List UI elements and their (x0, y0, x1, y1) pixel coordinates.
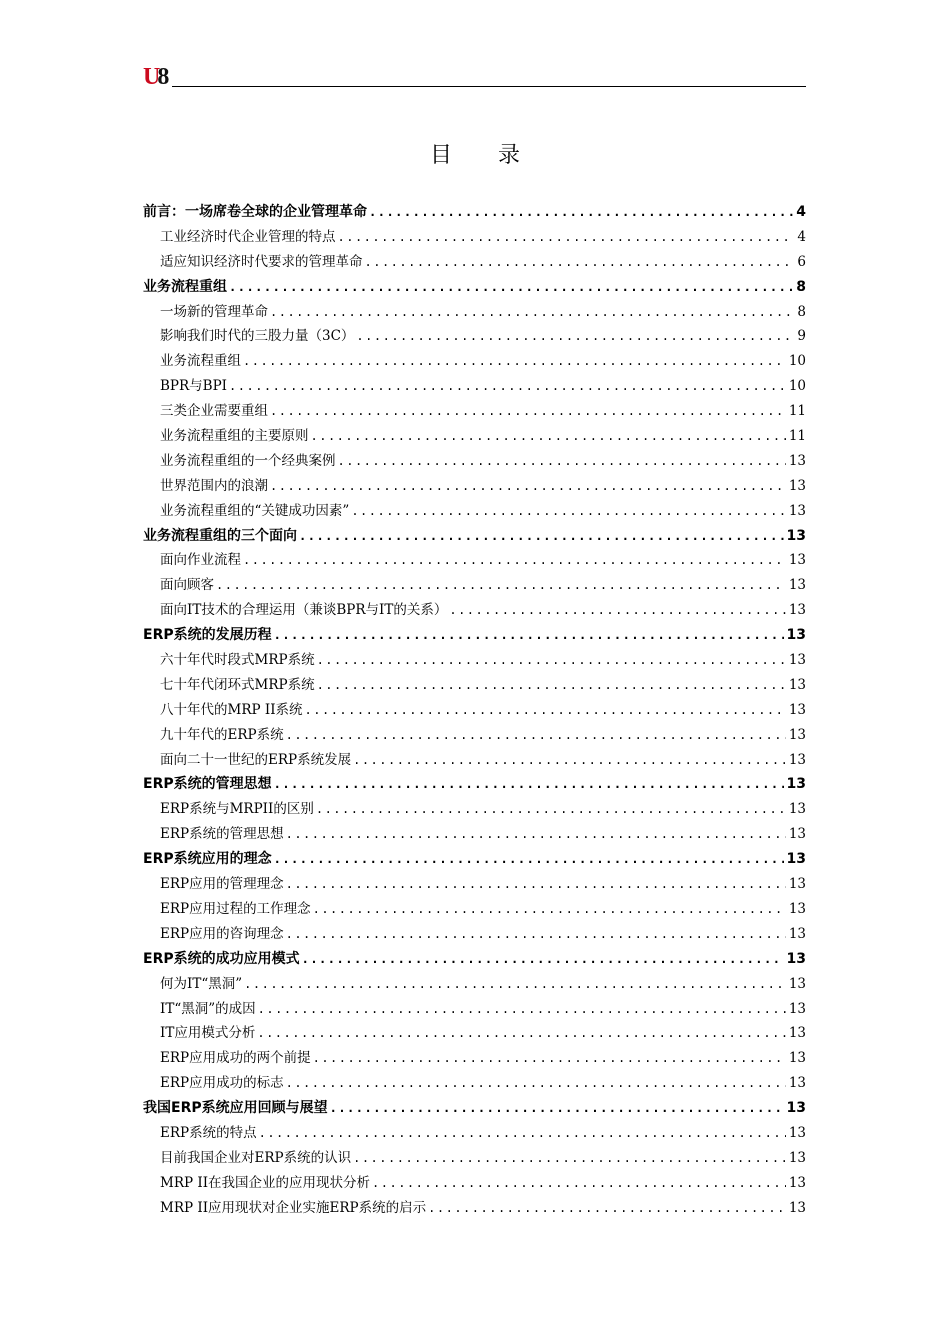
toc-section-entry[interactable] (143, 1021, 806, 1046)
toc-dot-leader (286, 1071, 786, 1096)
toc-dot-leader (365, 250, 795, 275)
toc-dot-leader (258, 997, 786, 1022)
toc-entry-label: 何为IT“黑洞” (160, 975, 243, 992)
toc-page-number: 13 (788, 502, 806, 519)
toc-dot-leader (369, 200, 793, 225)
toc-entry-label: ERP系统的成功应用模式 (143, 950, 300, 967)
toc-entry-label: IT应用模式分析 (160, 1025, 256, 1042)
toc-section-entry[interactable] (143, 698, 806, 723)
toc-entry-label: ERP应用成功的两个前提 (160, 1050, 311, 1067)
toc-page-number: 13 (788, 876, 806, 893)
toc-dot-leader (316, 797, 786, 822)
toc-dot-leader (286, 822, 786, 847)
toc-chapter-entry[interactable] (143, 847, 806, 872)
toc-entry-label: 一场新的管理革命 (160, 303, 268, 320)
toc-section-entry[interactable] (143, 872, 806, 897)
toc-dot-leader (313, 1046, 786, 1071)
toc-dot-leader (356, 324, 794, 349)
toc-dot-leader (338, 225, 795, 250)
toc-page-number: 11 (788, 403, 806, 420)
toc-entry-label: 世界范围内的浪潮 (160, 477, 268, 494)
toc-entry-label: ERP系统的管理思想 (143, 776, 272, 793)
toc-page-number: 11 (788, 428, 806, 445)
toc-dot-leader (353, 1146, 786, 1171)
toc-page-number: 13 (788, 552, 806, 569)
toc-entry-label: ERP系统的发展历程 (143, 627, 272, 644)
toc-page-number: 13 (788, 726, 806, 743)
toc-dot-leader (305, 698, 786, 723)
toc-dot-leader (317, 673, 786, 698)
toc-page-number: 13 (788, 1149, 806, 1166)
toc-section-entry[interactable] (143, 250, 806, 275)
toc-entry-label: ERP系统的特点 (160, 1124, 257, 1141)
toc-section-entry[interactable] (143, 897, 806, 922)
toc-page-number: 13 (788, 652, 806, 669)
toc-section-entry[interactable] (143, 225, 806, 250)
toc-page-number: 13 (786, 627, 806, 644)
toc-entry-label: ERP系统的管理思想 (160, 826, 284, 843)
toc-page-number: 13 (788, 701, 806, 718)
toc-chapter-entry[interactable] (143, 200, 806, 225)
toc-page-number: 13 (788, 1050, 806, 1067)
toc-dot-leader (302, 947, 784, 972)
toc-dot-leader (428, 1196, 786, 1221)
toc-section-entry[interactable] (143, 449, 806, 474)
toc-section-entry[interactable] (143, 1071, 806, 1096)
toc-entry-label: 前言：一场席卷全球的企业管理革命 (143, 204, 367, 220)
toc-page-number: 8 (796, 278, 806, 295)
toc-dot-leader (351, 499, 786, 524)
toc-section-entry[interactable] (143, 723, 806, 748)
toc-entry-label: 业务流程重组的一个经典案例 (160, 452, 336, 469)
toc-section-entry[interactable] (143, 797, 806, 822)
toc-section-entry[interactable] (143, 648, 806, 673)
toc-page-number: 13 (786, 851, 806, 868)
toc-dot-leader (270, 300, 794, 325)
toc-page-number: 13 (788, 975, 806, 992)
toc-page-number: 13 (788, 1199, 806, 1216)
toc-dot-leader (257, 1021, 785, 1046)
toc-page-number: 9 (797, 328, 806, 345)
toc-section-entry[interactable] (143, 922, 806, 947)
toc-dot-leader (313, 897, 786, 922)
toc-dot-leader (229, 275, 793, 300)
toc-section-entry[interactable] (143, 1171, 806, 1196)
page-header (143, 64, 806, 90)
toc-entry-label: 面向二十一世纪的ERP系统发展 (160, 751, 352, 768)
toc-entry-label: ERP应用的管理理念 (160, 876, 284, 893)
toc-section-entry[interactable] (143, 499, 806, 524)
toc-entry-label: ERP系统应用的理念 (143, 851, 272, 868)
toc-dot-leader (372, 1171, 786, 1196)
toc-entry-label: IT“黑洞”的成因 (160, 1000, 256, 1017)
toc-page-number: 13 (788, 751, 806, 768)
toc-section-entry[interactable] (143, 424, 806, 449)
toc-dot-leader (286, 872, 786, 897)
toc-section-entry[interactable] (143, 474, 806, 499)
toc-entry-label: 业务流程重组 (143, 278, 227, 295)
toc-dot-leader (216, 573, 786, 598)
toc-chapter-entry[interactable] (143, 947, 806, 972)
toc-entry-label: 业务流程重组的主要原则 (160, 428, 309, 445)
toc-dot-leader (243, 548, 786, 573)
toc-dot-leader (243, 349, 786, 374)
toc-dot-leader (330, 1096, 784, 1121)
toc-entry-label: ERP应用成功的标志 (160, 1075, 284, 1092)
toc-dot-leader (274, 847, 784, 872)
toc-entry-label: BPR与BPI (160, 378, 228, 395)
header-rule (172, 86, 806, 87)
toc-entry-label: 适应知识经济时代要求的管理革命 (160, 253, 363, 270)
toc-section-entry[interactable] (143, 1121, 806, 1146)
toc-dot-leader (449, 598, 785, 623)
toc-page-number: 13 (786, 776, 806, 793)
toc-page-number: 13 (788, 925, 806, 942)
toc-entry-label: 九十年代的ERP系统 (160, 726, 284, 743)
table-of-contents (143, 200, 806, 1221)
toc-page-number: 13 (788, 602, 806, 619)
toc-title (0, 138, 950, 169)
toc-entry-label: 目前我国企业对ERP系统的认识 (160, 1149, 352, 1166)
toc-chapter-entry[interactable] (143, 772, 806, 797)
toc-page-number: 13 (786, 527, 806, 544)
company-logo (143, 64, 166, 90)
toc-entry-label: MRP II应用现状对企业实施ERP系统的启示 (160, 1199, 427, 1216)
toc-page-number: 13 (788, 900, 806, 917)
toc-entry-label: 面向作业流程 (160, 552, 241, 569)
toc-page-number: 13 (788, 676, 806, 693)
toc-page-number: 10 (788, 378, 806, 395)
logo-digit-8: 8 (157, 64, 167, 90)
toc-entry-label: 六十年代时段式MRP系统 (160, 652, 315, 669)
toc-entry-label: ERP系统与MRPII的区别 (160, 801, 314, 818)
toc-dot-leader (353, 748, 786, 773)
toc-dot-leader (229, 374, 786, 399)
toc-entry-label: 业务流程重组的“关键成功因素” (160, 502, 350, 519)
toc-entry-label: ERP应用过程的工作理念 (160, 900, 311, 917)
toc-page-number: 8 (797, 303, 806, 320)
toc-section-entry[interactable] (143, 349, 806, 374)
toc-entry-label: 三类企业需要重组 (160, 403, 268, 420)
toc-entry-label: ERP应用的咨询理念 (160, 925, 284, 942)
toc-section-entry[interactable] (143, 1046, 806, 1071)
toc-entry-label: 面向IT技术的合理运用（兼谈BPR与IT的关系） (160, 602, 448, 619)
toc-section-entry[interactable] (143, 548, 806, 573)
toc-chapter-entry[interactable] (143, 524, 806, 549)
toc-section-entry[interactable] (143, 997, 806, 1022)
toc-dot-leader (286, 922, 786, 947)
toc-page-number: 13 (786, 1100, 806, 1117)
toc-chapter-entry[interactable] (143, 275, 806, 300)
toc-page-number: 13 (788, 477, 806, 494)
toc-page-number: 13 (788, 801, 806, 818)
toc-page-number: 10 (788, 353, 806, 370)
toc-section-entry[interactable] (143, 573, 806, 598)
toc-entry-label: MRP II在我国企业的应用现状分析 (160, 1174, 371, 1191)
toc-page-number: 13 (788, 1000, 806, 1017)
toc-section-entry[interactable] (143, 300, 806, 325)
toc-page-number: 4 (797, 228, 806, 245)
toc-dot-leader (299, 524, 784, 549)
toc-entry-label: 工业经济时代企业管理的特点 (160, 228, 336, 245)
toc-entry-label: 业务流程重组的三个面向 (143, 527, 297, 544)
toc-page-number: 13 (788, 452, 806, 469)
toc-dot-leader (274, 772, 784, 797)
toc-section-entry[interactable] (143, 324, 806, 349)
toc-section-entry[interactable] (143, 822, 806, 847)
toc-title-left: 目 (429, 143, 452, 168)
toc-page-number: 13 (788, 1075, 806, 1092)
toc-dot-leader (311, 424, 786, 449)
logo-letter-u: U (143, 64, 158, 90)
toc-dot-leader (244, 972, 786, 997)
toc-entry-label: 七十年代闭环式MRP系统 (160, 676, 315, 693)
toc-section-entry[interactable] (143, 374, 806, 399)
toc-dot-leader (270, 399, 786, 424)
toc-chapter-entry[interactable] (143, 623, 806, 648)
toc-dot-leader (286, 723, 786, 748)
toc-page-number: 13 (788, 826, 806, 843)
toc-page-number: 13 (786, 950, 806, 967)
toc-section-entry[interactable] (143, 1146, 806, 1171)
toc-page-number: 13 (788, 577, 806, 594)
toc-section-entry[interactable] (143, 399, 806, 424)
toc-section-entry[interactable] (143, 673, 806, 698)
toc-section-entry[interactable] (143, 972, 806, 997)
toc-page-number: 13 (788, 1124, 806, 1141)
toc-title-right: 录 (498, 143, 521, 168)
toc-chapter-entry[interactable] (143, 1096, 806, 1121)
toc-dot-leader (317, 648, 786, 673)
toc-page-number: 4 (796, 204, 806, 220)
toc-entry-label: 我国ERP系统应用回顾与展望 (143, 1100, 328, 1117)
toc-page-number: 13 (788, 1025, 806, 1042)
toc-entry-label: 面向顾客 (160, 577, 214, 594)
toc-section-entry[interactable] (143, 598, 806, 623)
toc-entry-label: 影响我们时代的三股力量（3C） (160, 328, 355, 345)
toc-entry-label: 业务流程重组 (160, 353, 241, 370)
toc-page-number: 13 (788, 1174, 806, 1191)
toc-entry-label: 八十年代的MRP II系统 (160, 701, 303, 718)
toc-section-entry[interactable] (143, 748, 806, 773)
toc-dot-leader (274, 623, 784, 648)
toc-dot-leader (270, 474, 786, 499)
toc-section-entry[interactable] (143, 1196, 806, 1221)
toc-page-number: 6 (797, 253, 806, 270)
toc-dot-leader (338, 449, 786, 474)
toc-dot-leader (259, 1121, 786, 1146)
